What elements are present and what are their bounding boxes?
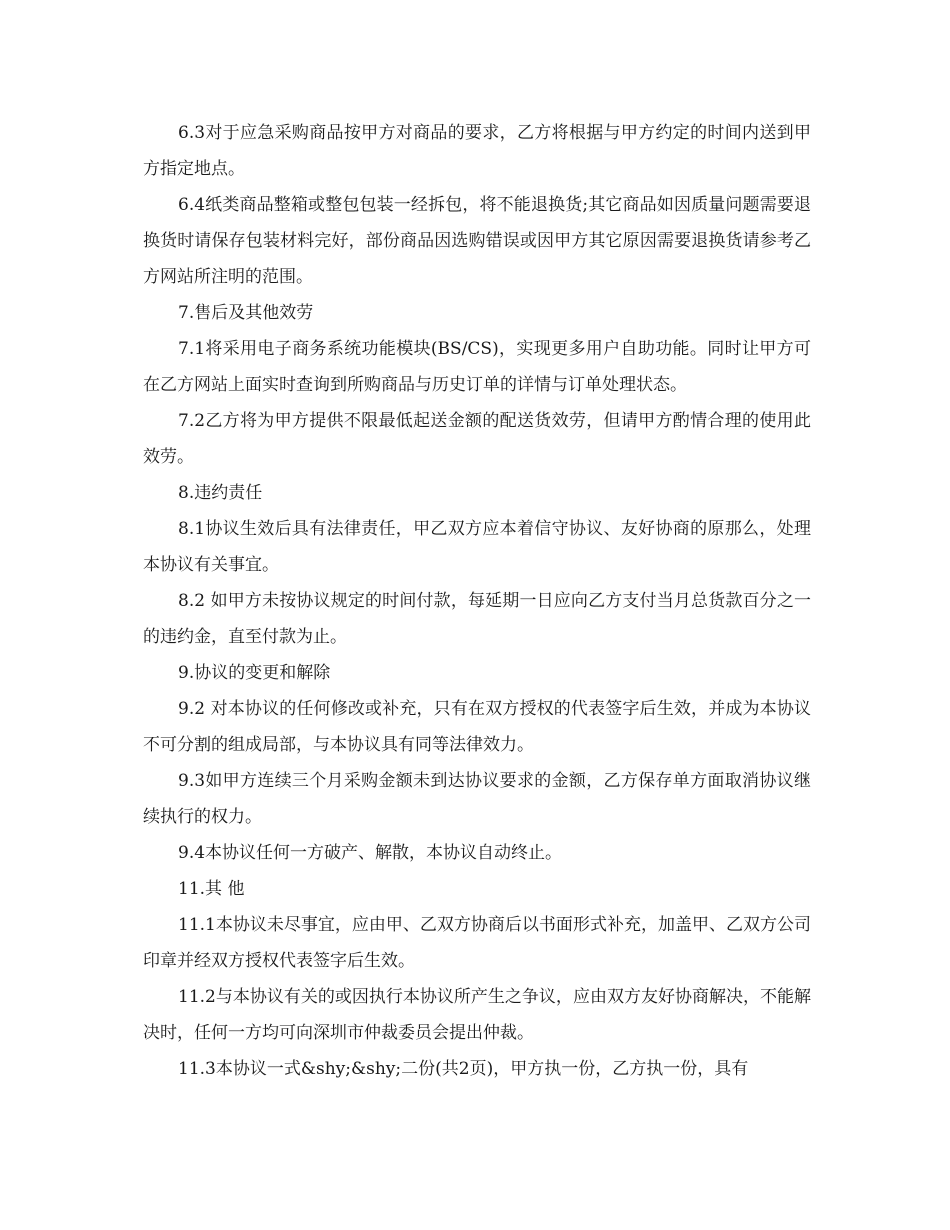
heading-section-9: 9.协议的变更和解除 <box>178 663 331 683</box>
paragraph-11-2: 11.2与本协议有关的或因执行本协议所产生之争议，应由双方友好协商解决，不能解决时，任何一方均可向深圳市仲裁委员会提出仲裁。 <box>143 987 811 1043</box>
paragraph-9-3: 9.3如甲方连续三个月采购金额未到达协议要求的金额，乙方保存单方面取消协议继续执行的权力。 <box>143 771 811 827</box>
heading-section-8: 8.违约责任 <box>178 483 263 503</box>
heading-section-11: 11.其 他 <box>178 879 245 899</box>
paragraph-8-1: 8.1协议生效后具有法律责任，甲乙双方应本着信守协议、友好协商的原那么，处理本协议有关事宜。 <box>143 519 811 575</box>
paragraph-9-4: 9.4本协议任何一方破产、解散，本协议自动终止。 <box>178 843 563 863</box>
paragraph-6-4: 6.4纸类商品整箱或整包包装一经拆包，将不能退换货;其它商品如因质量问题需要退换货时请保存包装材料完好，部份商品因选购错误或因甲方其它原因需要退换货请参考乙方网站所注明的范围。 <box>143 195 811 287</box>
paragraph-7-1: 7.1将采用电子商务系统功能模块(BS/CS)，实现更多用户自助功能。同时让甲方可在乙方网站上面实时查询到所购商品与历史订单的详情与订单处理状态。 <box>143 339 811 395</box>
paragraph-6-3: 6.3对于应急采购商品按甲方对商品的要求，乙方将根据与甲方约定的时间内送到甲方指定地点。 <box>143 123 811 179</box>
paragraph-7-2: 7.2乙方将为甲方提供不限最低起送金额的配送货效劳，但请甲方酌情合理的使用此效劳。 <box>143 411 811 467</box>
paragraph-9-2: 9.2 对本协议的任何修改或补充，只有在双方授权的代表签字后生效，并成为本协议不可分割的组成局部，与本协议具有同等法律效力。 <box>143 699 811 755</box>
heading-section-7: 7.售后及其他效劳 <box>178 303 314 323</box>
paragraph-8-2: 8.2 如甲方未按协议规定的时间付款，每延期一日应向乙方支付当月总货款百分之一的违约金，直至付款为止。 <box>143 591 811 647</box>
document-body <box>143 115 811 1087</box>
paragraph-11-3: 11.3本协议一式&shy;&shy;二份(共2页)，甲方执一份，乙方执一份，具有 <box>178 1059 749 1079</box>
paragraph-11-1: 11.1本协议未尽事宜，应由甲、乙双方协商后以书面形式补充，加盖甲、乙双方公司印章并经双方授权代表签字后生效。 <box>143 915 811 971</box>
